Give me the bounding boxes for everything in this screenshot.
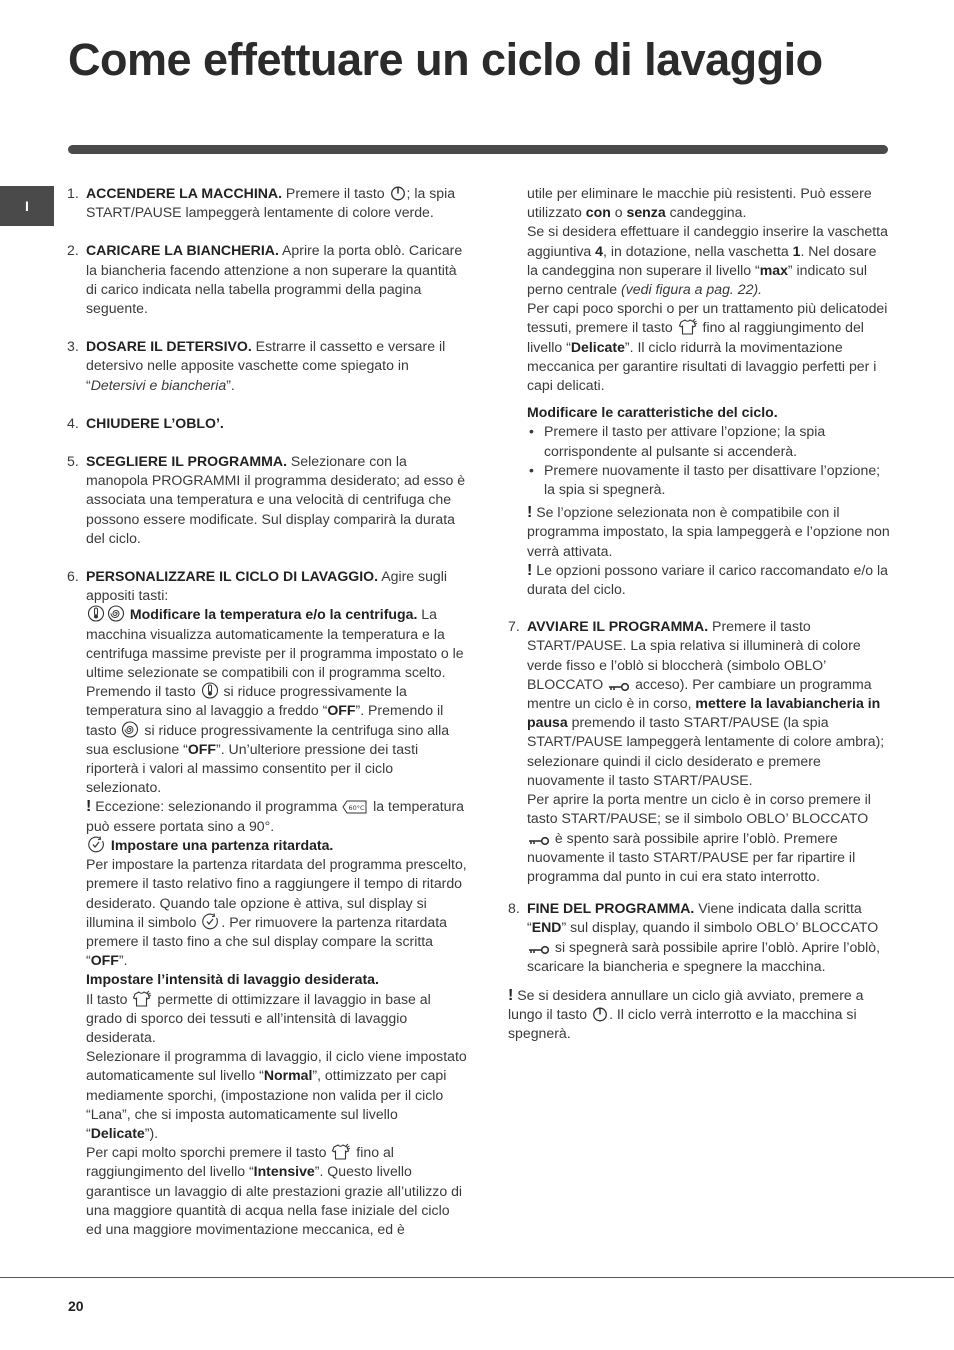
paragraph-text: ”, ottimizzato per capi mediamente sporchi, (impostazione non valida per il ciclo “Lana”, che si imposta automaticamente sul livello “ <box>86 1067 447 1141</box>
thermometer-icon <box>87 605 105 622</box>
step-number: 8. <box>508 900 520 917</box>
bullet-list <box>527 422 890 499</box>
paragraph-text: Se si desidera effettuare il candeggio inserire la vaschetta aggiuntiva <box>527 223 888 259</box>
warning-mark: ! <box>527 561 533 579</box>
modify-subheading: Modificare le caratteristiche del ciclo. <box>527 404 778 421</box>
delay-section <box>86 836 467 970</box>
step-heading: DOSARE IL DETERSIVO. <box>86 338 252 355</box>
thermometer-icon <box>201 682 219 699</box>
language-tab: I <box>0 186 54 226</box>
step-text: Viene indicata dalla scritta “ <box>527 900 862 936</box>
reference-link: Detersivi e biancheria <box>90 376 227 393</box>
off-label: OFF <box>327 702 356 719</box>
step-heading: AVVIARE IL PROGRAMMA. <box>527 618 709 635</box>
paragraph-text: ” indicato sul perno centrale <box>527 261 868 298</box>
step-text: Premere il tasto START/PAUSE. La spia relativa si illuminerà di colore verde fisso e l’oblò si bloccherà (simbolo OBLO’ BLOCCATO <box>527 618 861 692</box>
power-icon <box>390 185 406 201</box>
key-icon <box>608 682 630 692</box>
paragraph-text: utile per eliminare le macchie più resistenti. Può essere utilizzato <box>527 185 872 221</box>
step-text: si spegnerà sarà possibile aprire l’oblò. Aprire l’oblò, scaricare la biancheria e spegnere la macchina. <box>527 938 881 974</box>
step-1 <box>67 184 467 222</box>
step-4 <box>67 414 467 433</box>
step-heading: FINE DEL PROGRAMMA. <box>527 900 695 917</box>
paragraph-text: si riduce progressivamente la temperatura sino al lavaggio a freddo “ <box>86 683 407 719</box>
clock-delay-icon <box>201 913 220 930</box>
emphasis-text: con <box>585 204 611 221</box>
temperature-subheading: Modificare la temperatura e/o la centrifuga. <box>129 606 418 623</box>
paragraph-text: ”. Premendo il tasto <box>86 702 444 738</box>
step-5 <box>67 452 467 548</box>
warning-note <box>527 503 890 561</box>
shirt-icon <box>678 318 698 335</box>
paragraph-text: ”). <box>144 1124 159 1141</box>
paragraph-text: . Nel dosare la candeggina non superare il livello “ <box>527 242 877 278</box>
step-text: è spento sarà possibile aprire l’oblò. Premere nuovamente il tasto START/PAUSE per far ripartire il programma dal punto in cui era stato interrotto. <box>527 829 856 884</box>
paragraph-text: ”. Il ciclo ridurrà la movimentazione meccanica per garantire risultati di lavaggio perfetti per i capi delicati. <box>527 338 877 394</box>
title-divider <box>68 145 888 154</box>
paragraph-text: Il tasto <box>86 990 132 1007</box>
warning-mark: ! <box>508 986 514 1004</box>
end-label: END <box>531 919 562 936</box>
step-text: ”. <box>226 376 235 393</box>
emphasis-text: senza <box>626 204 666 221</box>
step-text: Selezionare con la manopola PROGRAMMI il programma desiderato; ad esso è associata una temperatura e una velocità di centrifuga che possono essere modificate. Sul display comparirà la durata del ciclo. <box>86 453 466 546</box>
step-6-continued <box>508 184 890 599</box>
step-number: 3. <box>67 338 79 355</box>
step-text: ; la spia START/PAUSE lampeggerà lentamente di colore verde. <box>86 185 456 221</box>
step-number: 6. <box>67 568 79 585</box>
step-text: Aprire la porta oblò. Caricare la biancheria facendo attenzione a non superare la quantità di carico indicata nella tabella programmi della pagina seguente. <box>86 242 463 317</box>
paragraph-text: Se si desidera annullare un ciclo già avviato, premere a lungo il tasto <box>508 986 864 1023</box>
paragraph-text: , in dotazione, nella vaschetta <box>603 242 793 259</box>
step-text: acceso). Per cambiare un programma mentre un ciclo è in corso, <box>527 675 872 712</box>
step-text: Estrarre il cassetto e versare il detersivo nelle apposite vaschette come spiegato in “ <box>86 338 446 393</box>
shirt-icon <box>331 1143 351 1160</box>
temp-60-icon <box>342 800 368 814</box>
step-text: Per aprire la porta mentre un ciclo è in corso premere il tasto START/PAUSE; se il simbolo OBLO’ BLOCCATO <box>527 791 871 827</box>
step-number: 1. <box>67 185 79 201</box>
warning-note <box>527 561 890 599</box>
paragraph-text: ”. Questo livello garantisce un lavaggio di alte prestazioni grazie all’utilizzo di una maggiore quantità di acqua nella fase iniziale del ciclo ed una maggiore movimentazione meccanica, ed è <box>86 1163 463 1237</box>
paragraph-text: la temperatura può essere portata sino a 90°. <box>86 798 465 834</box>
warning-mark: ! <box>527 504 533 522</box>
temperature-section <box>86 605 467 797</box>
step-number: 4. <box>67 414 79 431</box>
warning-mark: ! <box>86 798 92 816</box>
step-7 <box>508 617 890 886</box>
step-heading: PERSONALIZZARE IL CICLO DI LAVAGGIO. <box>86 568 379 585</box>
right-column <box>508 184 890 1044</box>
emphasis-text: 1 <box>792 242 801 259</box>
level-label: Delicate <box>570 338 625 355</box>
paragraph-text: Selezionare il programma di lavaggio, il ciclo viene impostato automaticamente sul livello “ <box>86 1048 467 1084</box>
paragraph-text: Se l’opzione selezionata non è compatibile con il programma impostato, la spia lampeggerà e l’opzione non verrà attivata. <box>527 504 890 559</box>
shirt-icon <box>132 990 152 1007</box>
paragraph-text: Le opzioni possono variare il carico raccomandato e/o la durata del ciclo. <box>527 561 889 598</box>
step-number: 5. <box>67 453 79 470</box>
spin-icon <box>107 605 125 622</box>
level-label: Normal <box>263 1067 313 1084</box>
paragraph-text: Per capi molto sporchi premere il tasto <box>86 1144 331 1161</box>
paragraph-text: La macchina visualizza automaticamente la temperatura e la centrifuga massime previste per il programma impostato o le ultime selezionate se compatibili con il programma scelto. Premendo il tasto <box>86 606 464 700</box>
paragraph-text: permette di ottimizzare il lavaggio in base al grado di sporco dei tessuti e all’intensità di lavaggio desiderata. <box>86 990 431 1045</box>
step-text: ” sul display, quando il simbolo OBLO’ BLOCCATO <box>561 919 879 936</box>
step-text: premendo il tasto START/PAUSE (la spia START/PAUSE lampeggerà lentamente di colore ambra); selezionare quindi il ciclo desiderato e premere nuovamente il tasto START/PAUSE. <box>527 714 885 788</box>
page-number: 20 <box>68 1298 84 1314</box>
exception-note <box>86 797 467 835</box>
step-number: 7. <box>508 618 520 635</box>
step-heading: CHIUDERE L’OBLO’. <box>86 414 224 431</box>
step-3 <box>67 337 467 395</box>
paragraph-text: ”. Un’ulteriore pressione dei tasti riporterà i valori al massimo consentito per il ciclo selezionato. <box>86 740 419 796</box>
paragraph-text: ”. <box>118 952 128 969</box>
step-heading: ACCENDERE LA MACCHINA. <box>86 185 283 201</box>
paragraph-text: Per capi poco sporchi o per un trattamento più delicatodei tessuti, premere il tasto <box>527 300 888 336</box>
footer-divider <box>0 1277 954 1278</box>
clock-delay-icon <box>87 836 106 853</box>
step-number: 2. <box>67 242 79 259</box>
spin-icon <box>121 721 139 738</box>
emphasis-text: 4 <box>595 242 604 259</box>
level-label: Intensive <box>253 1163 315 1180</box>
emphasis-text: max <box>759 261 788 278</box>
key-icon <box>528 836 550 846</box>
page-title: Come effettuare un ciclo di lavaggio <box>68 34 823 85</box>
step-6 <box>67 567 467 1239</box>
paragraph-text: Eccezione: selezionando il programma <box>91 798 342 815</box>
step-heading: SCEGLIERE IL PROGRAMMA. <box>86 453 287 470</box>
step-text: Premere il tasto <box>282 185 389 201</box>
off-label: OFF <box>90 952 119 969</box>
power-icon <box>592 1006 608 1022</box>
paragraph-text: candeggina. <box>665 204 747 221</box>
off-label: OFF <box>187 740 217 757</box>
intensity-subheading: Impostare l’intensità di lavaggio desiderata. <box>86 971 379 988</box>
paragraph-text: . Il ciclo verrà interrotto e la macchina si spegnerà. <box>508 1006 857 1042</box>
step-2 <box>67 241 467 318</box>
paragraph-text: o <box>610 204 627 221</box>
paragraph-text: si riduce progressivamente la centrifuga sino alla sua esclusione “ <box>86 721 450 757</box>
intensity-section <box>86 970 467 1239</box>
step-heading: CARICARE LA BIANCHERIA. <box>86 242 279 259</box>
paragraph-text: fino al raggiungimento del livello “ <box>527 319 864 355</box>
step-8 <box>508 899 890 976</box>
delay-subheading: Impostare una partenza ritardata. <box>110 836 334 853</box>
step-text: Agire sugli appositi tasti: <box>86 568 448 604</box>
paragraph-text: . Per rimuovere la partenza ritardata premere il tasto fino a che sul display compare la scritta “ <box>86 913 447 969</box>
cancel-note <box>508 986 890 1044</box>
paragraph-text: fino al raggiungimento del livello “ <box>86 1144 394 1180</box>
key-icon <box>528 945 550 955</box>
svg-text:60°C: 60°C <box>348 804 365 813</box>
list-item: • Premere nuovamente il tasto per disattivare l’opzione; la spia si spegnerà. <box>527 461 890 499</box>
paragraph-text: Per impostare la partenza ritardata del programma prescelto, premere il tasto relativo fino a raggiungere il tempo di ritardo desiderato. Quando tale opzione è attiva, sul display si illumina il simbolo <box>86 856 467 930</box>
level-label: Delicate <box>90 1124 145 1141</box>
figure-reference: (vedi figura a pag. 22). <box>621 281 763 298</box>
left-column <box>67 184 467 1258</box>
emphasis-text: mettere la lavabiancheria in pausa <box>527 695 881 731</box>
list-item: • Premere il tasto per attivare l’opzione; la spia corrispondente al pulsante si accenderà. <box>527 422 890 460</box>
